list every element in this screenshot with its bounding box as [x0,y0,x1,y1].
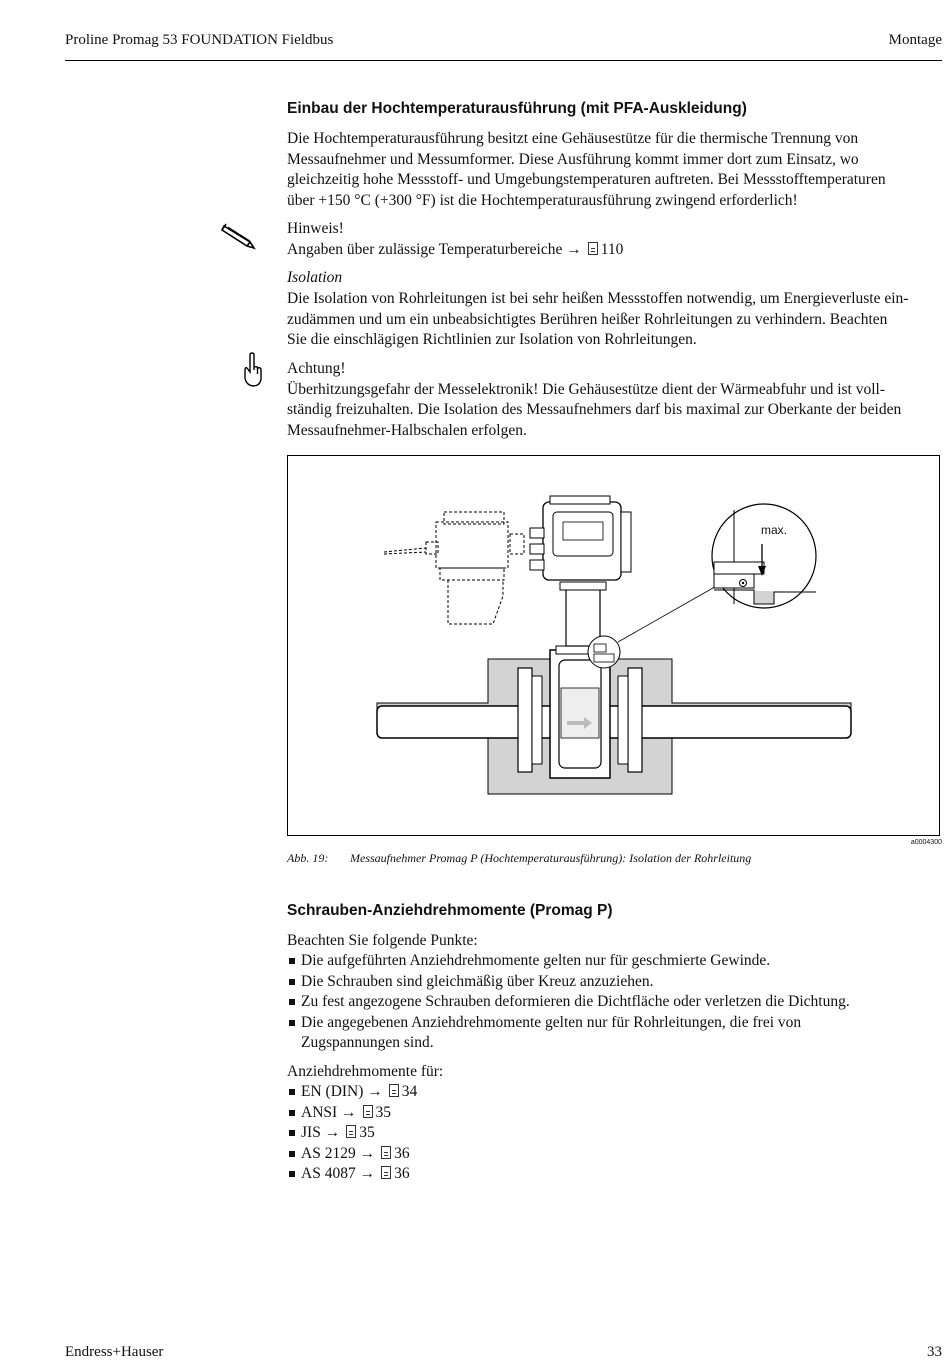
text-line: Die Hochtemperaturausführung besitzt eine Gehäusestütze für die thermische Trennung von [287,130,859,147]
note-text: Angaben über zulässige Temperaturbereiche → 110 [287,240,624,258]
header-rule [65,60,942,61]
hand-pointer-icon [243,352,263,393]
list-item: EN (DIN) → 34 [287,1082,942,1103]
page-reference-icon [363,1105,373,1118]
page-reference-icon [389,1084,399,1097]
caution-block [287,359,942,441]
page-ref-link[interactable]: 36 [394,1165,410,1182]
page-reference-icon [381,1146,391,1159]
text-line: gleichzeitig hohe Messstoff- und Umgebungstemperaturen auftreten. Bei Messstofftemperaturen [287,171,886,188]
points-list [287,951,942,1054]
running-header-title: Proline Promag 53 FOUNDATION Fieldbus [65,32,334,48]
caution-title: Achtung! [287,360,346,377]
page-reference-icon [381,1166,391,1179]
section-intro-paragraph [287,129,942,211]
torque-list-intro: Anziehdrehmomente für: [287,1063,444,1080]
text-line: zudämmen und um ein unbeabsichtigtes Berühren heißer Rohrleitungen zu verhindern. Beachten [287,310,888,328]
list-item: Die Schrauben sind gleichmäßig über Kreuz anzuziehen. [287,972,942,993]
running-header-section: Montage [888,32,942,48]
note-page-ref[interactable]: 110 [600,240,624,258]
max-label: max. [761,523,788,537]
page-ref-link[interactable]: 34 [401,1083,418,1100]
list-item: JIS → 35 [287,1123,942,1144]
pencil-icon [220,222,258,255]
page-ref-link[interactable]: 36 [394,1144,410,1162]
note-block [287,219,942,260]
list-item: AS 4087 → 36 [287,1164,942,1185]
page-ref-link[interactable]: 35 [375,1103,392,1121]
page-reference-icon [346,1125,356,1138]
text-line: Messaufnehmer-Halbschalen erfolgen. [287,421,527,439]
page-reference-icon [588,242,598,255]
figure-caption [287,851,751,866]
figure-code: a0004300 [910,839,942,846]
text-line: Sie die einschlägigen Richtlinien zur Isolation von Rohrleitungen. [287,331,697,348]
text-line: Überhitzungsgefahr der Messelektronik! Die Gehäusestütze dient der Wärmeabfuhr und ist voll- [287,380,885,398]
list-item: ANSI → 35 [287,1103,942,1124]
footer-company: Endress+Hauser [65,1344,164,1360]
figure-sensor-insulation [287,455,940,836]
text-line: Messaufnehmer und Messumformer. Diese Ausführung kommt immer dort zum Einsatz, wo [287,150,859,168]
torque-intro: Beachten Sie folgende Punkte: [287,932,478,949]
caption-number: Abb. 19: [287,851,329,865]
list-item: Die aufgeführten Anziehdrehmomente gelten nur für geschmierte Gewinde. [287,951,942,972]
list-item: AS 2129 → 36 [287,1144,942,1165]
text-line: über +150 °C (+300 °F) ist die Hochtemperaturausführung zwingend erforderlich! [287,191,798,209]
list-item: Zu fest angezogene Schrauben deformieren die Dichtfläche oder verletzen die Dichtung. [287,992,942,1013]
text-line: ständig freizuhalten. Die Isolation des Messaufnehmers darf bis maximal zur Oberkante der beiden [287,401,902,418]
page-ref-link[interactable]: 35 [359,1124,375,1141]
torque-standards-list [287,1082,942,1185]
list-item-continuation: Zugspannungen sind. [301,1034,434,1051]
isolation-paragraph [287,289,942,351]
section-heading-high-temp: Einbau der Hochtemperaturausführung (mit PFA-Auskleidung) [287,100,747,117]
isolation-subheading: Isolation [287,269,343,286]
sensor-drawing [288,456,939,835]
section-heading-torques: Schrauben-Anziehdrehmomente (Promag P) [287,902,613,919]
page-number: 33 [927,1344,942,1360]
text-line: Die Isolation von Rohrleitungen ist bei sehr heißen Messstoffen notwendig, um Energieverluste ein- [287,290,909,307]
list-item: Die angegebenen Anziehdrehmomente gelten nur für Rohrleitungen, die frei von [287,1013,942,1034]
caption-text: Messaufnehmer Promag P (Hochtemperaturausführung): Isolation der Rohrleitung [350,851,752,865]
note-title: Hinweis! [287,220,344,237]
